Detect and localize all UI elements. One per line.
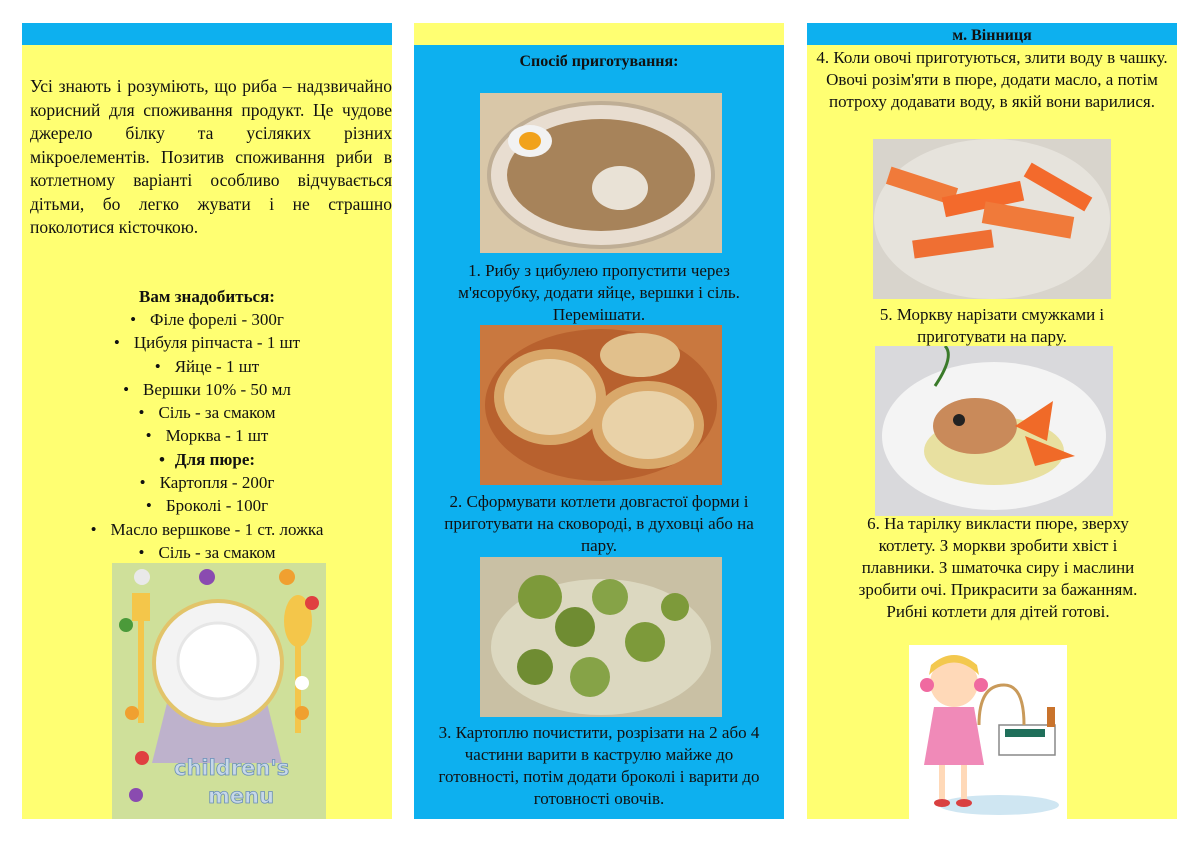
photo-carrot-strips [873, 139, 1111, 299]
step-1: 1. Рибу з цибулею пропустити через м'ясорубку, додати яйце, вершки і сіль. Перемішати. [458, 261, 740, 324]
photo-cutlets [480, 325, 722, 485]
girl-illustration [909, 645, 1067, 819]
middle-panel [414, 23, 784, 819]
step-2: 2. Сформувати котлети довгастої форми і приготувати на сковороді, в духовці або на пару. [444, 492, 754, 555]
right-panel [807, 23, 1177, 819]
method-title: Спосіб приготування: [519, 53, 679, 70]
step-3: 3. Картоплю почистити, розрізати на 2 або 4 частини варити в каструлю майже до готовності, потім додати броколі і варити до готовності овочів. [438, 723, 760, 808]
intro-text: Усі знають і розуміють, що риба – надзвичайно корисний для споживання продукт. Це чудове джерело білку та усіляких різних мікроелементів. Позитив споживання риби в котлетному варіанті особливо відчувається дітьми, бо легко жувати і не страшно поколотися кісточкою. [30, 76, 392, 237]
top-strip [22, 23, 392, 45]
step-4: 4. Коли овочі приготуються, злити воду в чашку. Овочі розім'яти в пюре, додати масло, а потім потроху додавати воду, в якій вони варилися. [816, 48, 1168, 111]
art-title-line1: children's [174, 756, 290, 780]
city-label: м. Вінниця [952, 27, 1032, 44]
list-item: • Філе форелі - 300г [22, 308, 392, 331]
step-5: 5. Моркву нарізати смужками і приготувати на пару. [879, 305, 1105, 346]
art-title-line2: menu [208, 784, 275, 808]
step-6: 6. На тарілку викласти пюре, зверху котлету. З моркви зробити хвіст і плавники. З шматочка сиру і маслини зробити очі. Прикрасити за бажанням. Рибні котлети для дітей готові. [858, 514, 1138, 621]
list-item: • Картопля - 200г [22, 471, 392, 494]
list-item: • Яйце - 1 шт [22, 355, 392, 378]
list-item: • Броколі - 100г [22, 494, 392, 517]
childrens-menu-illustration [112, 563, 326, 819]
photo-fish-plate [875, 346, 1113, 516]
ingredients-list [22, 308, 392, 564]
left-panel [22, 23, 392, 819]
list-item: • Сіль - за смаком [22, 541, 392, 564]
plate-cutlery-image [112, 563, 326, 819]
photo-fish-mince [480, 93, 722, 253]
list-item: • Масло вершкове - 1 ст. ложка [22, 518, 392, 541]
girl-at-table-image [909, 645, 1067, 819]
list-item: • Морква - 1 шт [22, 424, 392, 447]
puree-title: • Для пюре: [22, 448, 392, 471]
list-item: • Цибуля ріпчаста - 1 шт [22, 331, 392, 354]
photo-broccoli [480, 557, 722, 717]
ingredients-title: Вам знадобиться: [139, 287, 275, 306]
list-item: • Вершки 10% - 50 мл [22, 378, 392, 401]
list-item: • Сіль - за смаком [22, 401, 392, 424]
top-strip [414, 23, 784, 45]
